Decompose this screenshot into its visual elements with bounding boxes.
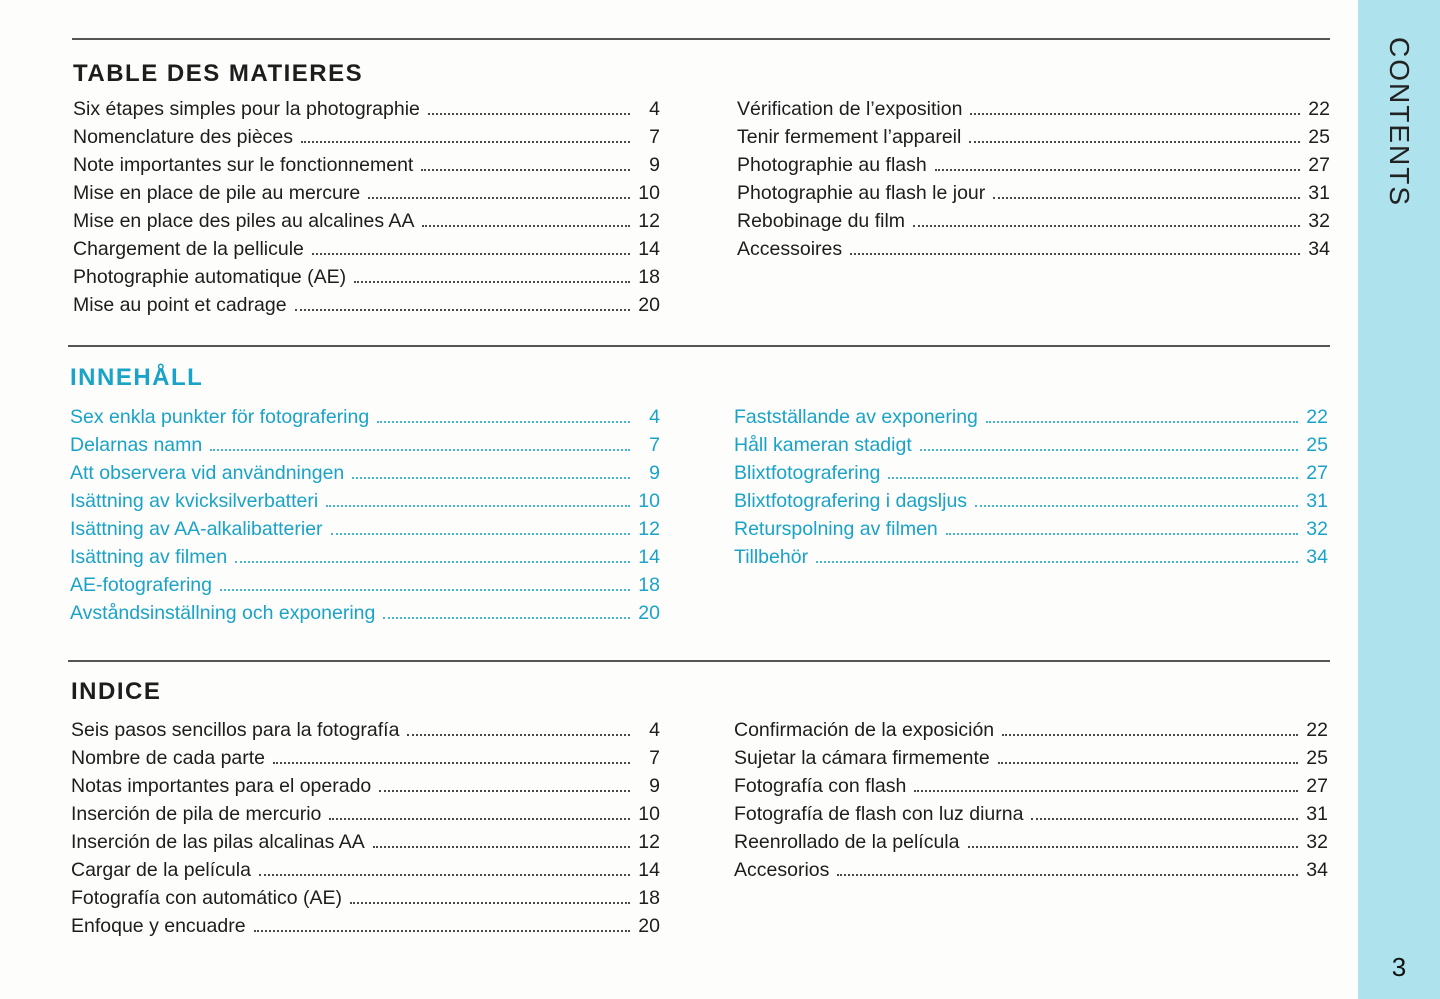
toc-entry-page: 20: [638, 915, 660, 937]
dot-leader: [422, 225, 630, 227]
dot-leader: [888, 477, 1298, 479]
toc-entry-title: Returspolning av filmen: [734, 518, 938, 540]
dot-leader: [998, 762, 1298, 764]
toc-entry[interactable]: [71, 859, 660, 887]
dot-leader: [350, 902, 630, 904]
toc-entry-title: Cargar de la película: [71, 859, 251, 881]
toc-entry-page: 7: [649, 747, 660, 769]
toc-entry-title: Fotografía con flash: [734, 775, 907, 797]
toc-entry-page: 25: [1308, 126, 1330, 148]
toc-entry-title: Isättning av AA-alkalibatterier: [70, 518, 323, 540]
toc-entry-page: 14: [638, 238, 660, 260]
toc-entry-title: Fotografía de flash con luz diurna: [734, 803, 1024, 825]
toc-entry-title: Mise en place des piles au alcalines AA: [73, 210, 415, 232]
dot-leader: [421, 169, 630, 171]
toc-entry[interactable]: [737, 182, 1330, 210]
toc-entry[interactable]: [737, 210, 1330, 238]
toc-entry[interactable]: [70, 574, 660, 602]
toc-entry[interactable]: [70, 406, 660, 434]
toc-entry-title: Photographie automatique (AE): [73, 266, 347, 288]
toc-entry-title: Mise en place de pile au mercure: [73, 182, 361, 204]
toc-entry-title: Nomenclature des pièces: [73, 126, 294, 148]
toc-entry-page: 25: [1306, 434, 1328, 456]
toc-entry-title: Inserción de pila de mercurio: [71, 803, 322, 825]
toc-entry-title: Fotografía con automático (AE): [71, 887, 342, 909]
dot-leader: [837, 874, 1298, 876]
divider-middle: [68, 345, 1330, 347]
dot-leader: [329, 818, 630, 820]
dot-leader: [428, 113, 630, 115]
toc-entry-title: Att observera vid användningen: [70, 462, 345, 484]
toc-entry[interactable]: [73, 294, 660, 322]
toc-column-right: [734, 406, 1328, 574]
toc-entry[interactable]: [73, 266, 660, 294]
toc-entry-title: Nombre de cada parte: [71, 747, 266, 769]
toc-entry-title: Enfoque y encuadre: [71, 915, 246, 937]
toc-entry-title: Vérification de l’exposition: [737, 98, 963, 120]
toc-entry[interactable]: [71, 803, 660, 831]
toc-entry-title: Reenrollado de la película: [734, 831, 960, 853]
toc-entry-page: 18: [638, 887, 660, 909]
dot-leader: [920, 449, 1298, 451]
dot-leader: [1002, 734, 1298, 736]
dot-leader: [377, 421, 630, 423]
dot-leader: [220, 589, 630, 591]
toc-entry-page: 22: [1306, 719, 1328, 741]
toc-entry-title: Confirmación de la exposición: [734, 719, 995, 741]
toc-entry-title: Tenir fermement l’appareil: [737, 126, 962, 148]
toc-entry-page: 9: [649, 462, 660, 484]
toc-entry-title: Blixtfotografering i dagsljus: [734, 490, 968, 512]
toc-entry-title: Sex enkla punkter för fotografering: [70, 406, 370, 428]
toc-entry[interactable]: [737, 154, 1330, 182]
divider-lower: [68, 660, 1330, 662]
toc-entry[interactable]: [70, 546, 660, 574]
toc-entry[interactable]: [71, 887, 660, 915]
dot-leader: [210, 449, 630, 451]
dot-leader: [986, 421, 1298, 423]
toc-entry[interactable]: [73, 210, 660, 238]
toc-entry[interactable]: [70, 602, 660, 630]
dot-leader: [379, 790, 630, 792]
toc-entry-page: 10: [638, 182, 660, 204]
dot-leader: [993, 197, 1300, 199]
toc-entry[interactable]: [734, 518, 1328, 546]
toc-entry-page: 10: [638, 490, 660, 512]
toc-entry-title: Accesorios: [734, 859, 830, 881]
toc-entry-page: 34: [1306, 546, 1328, 568]
toc-entry-title: Delarnas namn: [70, 434, 203, 456]
toc-column-right: [734, 719, 1328, 887]
toc-entry-title: Håll kameran stadigt: [734, 434, 912, 456]
contents-tab-label: CONTENTS: [1384, 37, 1415, 207]
dot-leader: [816, 561, 1298, 563]
toc-entry[interactable]: [734, 775, 1328, 803]
toc-entry-page: 32: [1306, 831, 1328, 853]
toc-entry-page: 14: [638, 546, 660, 568]
toc-entry-page: 22: [1306, 406, 1328, 428]
toc-entry[interactable]: [737, 126, 1330, 154]
toc-entry-page: 31: [1306, 490, 1328, 512]
toc-entry[interactable]: [71, 775, 660, 803]
toc-entry[interactable]: [71, 831, 660, 859]
toc-entry-page: 12: [638, 518, 660, 540]
dot-leader: [354, 281, 630, 283]
toc-entry-title: Chargement de la pellicule: [73, 238, 304, 260]
toc-entry[interactable]: [734, 462, 1328, 490]
dot-leader: [968, 846, 1299, 848]
dot-leader: [254, 930, 630, 932]
dot-leader: [970, 113, 1300, 115]
toc-entry[interactable]: [70, 434, 660, 462]
dot-leader: [295, 309, 630, 311]
toc-entry-page: 4: [649, 406, 660, 428]
dot-leader: [373, 846, 630, 848]
toc-entry-title: Six étapes simples pour la photographie: [73, 98, 420, 120]
toc-entry-page: 18: [638, 266, 660, 288]
dot-leader: [946, 533, 1298, 535]
page-number: 3: [1391, 952, 1407, 982]
toc-entry-page: 20: [638, 602, 660, 624]
dot-leader: [1031, 818, 1298, 820]
dot-leader: [969, 141, 1300, 143]
toc-entry-page: 7: [649, 126, 660, 148]
toc-entry-page: 27: [1306, 775, 1328, 797]
dot-leader: [331, 533, 630, 535]
section-heading: INNEHÅLL: [70, 364, 204, 391]
toc-entry-page: 20: [638, 294, 660, 316]
toc-entry[interactable]: [73, 98, 660, 126]
toc-entry-page: 22: [1308, 98, 1330, 120]
toc-entry[interactable]: [70, 462, 660, 490]
toc-entry-title: Rebobinage du film: [737, 210, 906, 232]
dot-leader: [235, 561, 630, 563]
toc-entry-title: Note importantes sur le fonctionnement: [73, 154, 414, 176]
toc-entry[interactable]: [734, 859, 1328, 887]
toc-entry-title: Blixtfotografering: [734, 462, 881, 484]
toc-entry-title: AE-fotografering: [70, 574, 212, 596]
dot-leader: [312, 253, 630, 255]
toc-entry-title: Accessoires: [737, 238, 843, 260]
toc-entry-title: Tillbehör: [734, 546, 809, 568]
dot-leader: [975, 505, 1298, 507]
toc-entry-page: 10: [638, 803, 660, 825]
toc-entry[interactable]: [734, 803, 1328, 831]
toc-entry[interactable]: [71, 915, 660, 943]
dot-leader: [914, 790, 1298, 792]
toc-entry-page: 34: [1308, 238, 1330, 260]
toc-entry[interactable]: [734, 490, 1328, 518]
contents-tab: [1358, 0, 1440, 999]
dot-leader: [407, 734, 630, 736]
toc-entry-title: Avståndsinställning och exponering: [70, 602, 376, 624]
toc-entry[interactable]: [737, 238, 1330, 266]
toc-entry[interactable]: [73, 182, 660, 210]
dot-leader: [352, 477, 630, 479]
toc-entry[interactable]: [70, 490, 660, 518]
toc-entry-page: 7: [649, 434, 660, 456]
toc-entry[interactable]: [734, 406, 1328, 434]
toc-entry-title: Seis pasos sencillos para la fotografía: [71, 719, 400, 741]
toc-entry[interactable]: [71, 747, 660, 775]
toc-entry-page: 4: [649, 719, 660, 741]
dot-leader: [850, 253, 1300, 255]
toc-entry[interactable]: [734, 546, 1328, 574]
divider-top: [72, 38, 1330, 40]
dot-leader: [383, 617, 630, 619]
section-heading: INDICE: [71, 678, 162, 705]
toc-entry[interactable]: [734, 747, 1328, 775]
toc-entry-page: 4: [649, 98, 660, 120]
dot-leader: [273, 762, 630, 764]
toc-entry-title: Mise au point et cadrage: [73, 294, 287, 316]
toc-entry[interactable]: [73, 154, 660, 182]
toc-entry-title: Fastställande av exponering: [734, 406, 978, 428]
dot-leader: [326, 505, 630, 507]
toc-entry-title: Isättning av filmen: [70, 546, 228, 568]
toc-entry-page: 32: [1306, 518, 1328, 540]
dot-leader: [913, 225, 1300, 227]
dot-leader: [368, 197, 630, 199]
toc-entry-page: 31: [1308, 182, 1330, 204]
toc-entry[interactable]: [70, 518, 660, 546]
toc-entry[interactable]: [73, 238, 660, 266]
toc-entry[interactable]: [734, 434, 1328, 462]
toc-entry-title: Notas importantes para el operado: [71, 775, 372, 797]
toc-entry-title: Photographie au flash: [737, 154, 927, 176]
section-heading: TABLE DES MATIERES: [73, 60, 364, 87]
toc-entry-title: Photographie au flash le jour: [737, 182, 986, 204]
toc-entry[interactable]: [734, 719, 1328, 747]
toc-entry[interactable]: [73, 126, 660, 154]
toc-entry-page: 32: [1308, 210, 1330, 232]
toc-entry-page: 12: [638, 210, 660, 232]
toc-entry-page: 27: [1306, 462, 1328, 484]
toc-entry-page: 9: [649, 154, 660, 176]
toc-entry-page: 25: [1306, 747, 1328, 769]
toc-entry-page: 18: [638, 574, 660, 596]
toc-entry[interactable]: [71, 719, 660, 747]
toc-entry-page: 9: [649, 775, 660, 797]
toc-column-left: [73, 98, 660, 322]
dot-leader: [935, 169, 1300, 171]
toc-entry-page: 27: [1308, 154, 1330, 176]
toc-entry-title: Inserción de las pilas alcalinas AA: [71, 831, 365, 853]
toc-column-left: [70, 406, 660, 630]
toc-entry-page: 31: [1306, 803, 1328, 825]
toc-entry-page: 12: [638, 831, 660, 853]
toc-entry-title: Isättning av kvicksilverbatteri: [70, 490, 319, 512]
toc-entry[interactable]: [734, 831, 1328, 859]
toc-entry[interactable]: [737, 98, 1330, 126]
toc-column-right: [737, 98, 1330, 266]
toc-entry-title: Sujetar la cámara firmemente: [734, 747, 990, 769]
dot-leader: [259, 874, 630, 876]
toc-entry-page: 34: [1306, 859, 1328, 881]
dot-leader: [301, 141, 630, 143]
toc-entry-page: 14: [638, 859, 660, 881]
toc-column-left: [71, 719, 660, 943]
